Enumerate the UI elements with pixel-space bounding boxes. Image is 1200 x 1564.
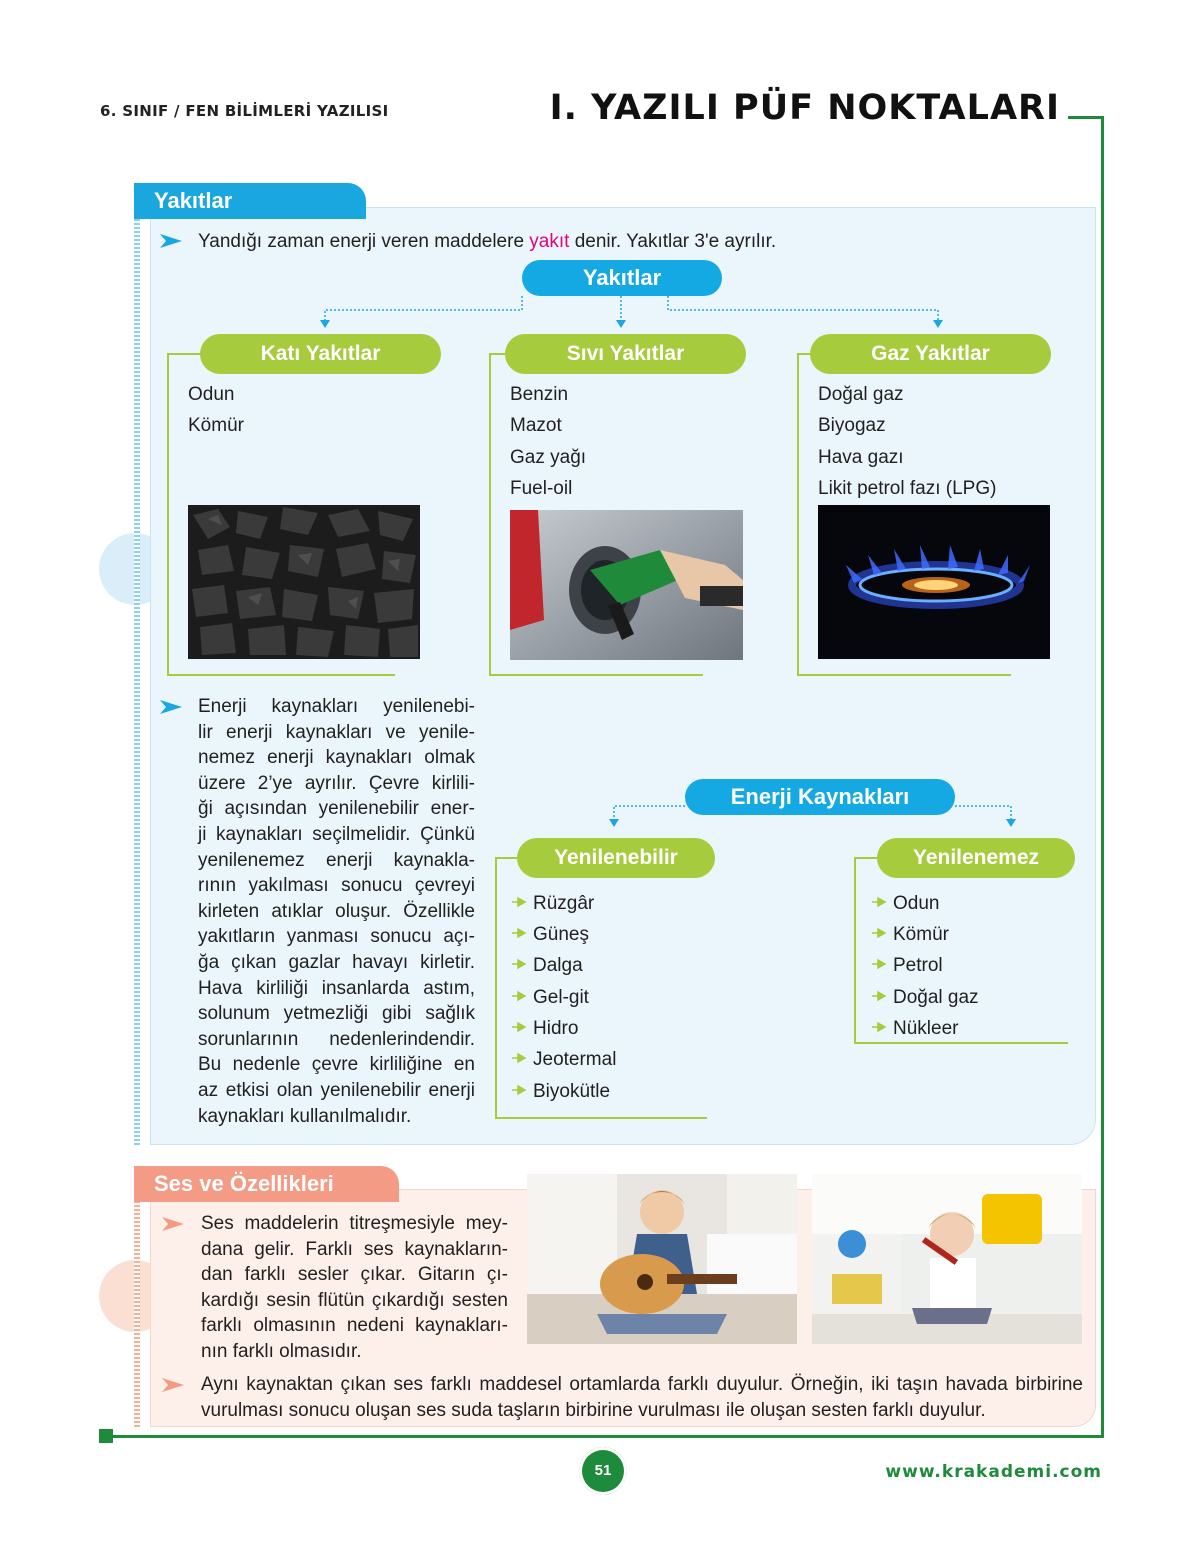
col-border [797, 674, 1011, 676]
arrow-right-icon [872, 990, 888, 1002]
list-item: Dalga [533, 955, 583, 976]
website-link[interactable]: www.krakademi.com [885, 1462, 1102, 1482]
list-item: Mazot [510, 415, 562, 436]
gaz-yakitlar-title: Gaz Yakıtlar [810, 334, 1051, 374]
arrow-bullet-icon [162, 1376, 184, 1394]
panel-stripe [134, 207, 140, 1145]
enerji-root-pill: Enerji Kaynakları [685, 779, 955, 815]
col-border [167, 353, 169, 675]
list-item: Hava gazı [818, 447, 904, 468]
arrow-right-icon [512, 958, 528, 970]
list-item: Gaz yağı [510, 447, 587, 468]
frame-line-top [1068, 116, 1104, 119]
col-border [495, 1117, 707, 1119]
col-border [495, 857, 521, 859]
col-border [167, 674, 395, 676]
list-item: Hidro [533, 1018, 579, 1039]
col-border [489, 353, 491, 675]
arrow-right-icon [512, 896, 528, 908]
section-tab-yakitlar: Yakıtlar [134, 183, 366, 219]
panel-stripe [134, 1189, 140, 1427]
yenilenemez-title: Yenilenemez [877, 838, 1075, 878]
col-border [495, 857, 497, 1118]
ses-paragraph-1: Ses maddelerin titreşmesiyle mey- dana gelir. Farklı ses kaynakların- dan farklı sesler çıkar. Gitarın çı- kardığı sesin flütün çıkardığı sesten farklı olmasının nedeni kaynakları- nın farklı olmasıdır. [201, 1213, 508, 1362]
kati-yakitlar-title: Katı Yakıtlar [200, 334, 441, 374]
list-item: Biyokütle [533, 1081, 611, 1102]
arrow-right-icon [872, 1021, 888, 1033]
arrow-right-icon [512, 990, 528, 1002]
yenilenebilir-title: Yenilenebilir [517, 838, 715, 878]
col-border [797, 353, 799, 675]
arrow-bullet-icon [160, 232, 182, 250]
arrow-right-icon [512, 927, 528, 939]
page-title: I. YAZILI PÜF NOKTALARI [549, 88, 1060, 128]
sivi-yakitlar-title: Sıvı Yakıtlar [505, 334, 746, 374]
yakitlar-root-pill: Yakıtlar [522, 260, 722, 296]
list-item: Doğal gaz [893, 987, 979, 1008]
coal-photo [188, 505, 420, 659]
list-item: Odun [893, 893, 940, 914]
enerji-paragraph: Enerji kaynakları yenilenebi- lir enerji kaynakları ve yenile- nemez enerji kaynakları olmak üzere 2’ye ayrılır. Çevre kirlili- ği açısından yenilenebilir ener- ji kaynakları seçilmelidir. Çünkü yenilenemez enerji kaynakla- rının yakılması sonucu çevreyi kirleten atıklar oluşur. Özellikle yakıtların yanması sonucu açı- ğa çıkan gazlar havayı kirletir. Hava kirliliği insanlarda astım, solunum yetmezliği gibi sağlık sorunlarının nedenlerindendir. Bu nedenle çevre kirliliğine en az etkisi olan yenilenebilir enerji kaynakları kullanılmalıdır. [198, 696, 475, 1127]
arrow-right-icon [872, 958, 888, 970]
section-tab-ses: Ses ve Özellikleri [134, 1166, 399, 1202]
guitar-boy-photo [527, 1174, 797, 1344]
list-item: Likit petrol fazı (LPG) [818, 478, 997, 499]
col-border [854, 857, 856, 1043]
yakitlar-connectors [310, 294, 960, 334]
fuel-nozzle-photo [510, 510, 743, 660]
header-subject: 6. SINIF / FEN BİLİMLERİ YAZILISI [100, 102, 389, 120]
arrow-right-icon [512, 1084, 528, 1096]
list-item: Biyogaz [818, 415, 886, 436]
list-item: Petrol [893, 955, 943, 976]
list-item: Odun [188, 384, 235, 405]
frame-line-bottom [106, 1435, 1104, 1438]
list-item: Nükleer [893, 1018, 959, 1039]
arrow-right-icon [512, 1052, 528, 1064]
arrow-bullet-icon [162, 1215, 184, 1233]
gas-flame-photo [818, 505, 1050, 659]
list-item: Jeotermal [533, 1049, 617, 1070]
col-border [854, 857, 880, 859]
list-item: Benzin [510, 384, 569, 405]
list-item: Fuel-oil [510, 478, 573, 499]
flute-girl-photo [812, 1174, 1082, 1344]
ses-paragraph-2: Aynı kaynaktan çıkan ses farklı maddesel ortamlarda farklı duyulur. Örneğin, iki taşın havada birbirine vurulması sonucu oluşan ses suda taşların birbirine vurulması ile oluşan sesten farklı duyulur. [201, 1374, 1083, 1421]
list-item: Rüzgâr [533, 893, 595, 914]
yakit-intro: Yandığı zaman enerji veren maddelere yakıt denir. Yakıtlar 3'e ayrılır. [198, 231, 777, 252]
arrow-right-icon [512, 1021, 528, 1033]
arrow-bullet-icon [160, 698, 182, 716]
list-item: Kömür [893, 924, 949, 945]
list-item: Doğal gaz [818, 384, 904, 405]
keyword-yakit: yakıt [529, 231, 570, 252]
page-number: 51 [579, 1447, 627, 1495]
arrow-right-icon [872, 896, 888, 908]
col-border [854, 1042, 1068, 1044]
list-item: Kömür [188, 415, 244, 436]
list-item: Güneş [533, 924, 589, 945]
col-border [489, 674, 703, 676]
arrow-right-icon [872, 927, 888, 939]
list-item: Gel-git [533, 987, 589, 1008]
frame-corner-square [99, 1429, 113, 1443]
frame-line-right [1101, 116, 1104, 1438]
enerji-connectors [605, 795, 1025, 835]
